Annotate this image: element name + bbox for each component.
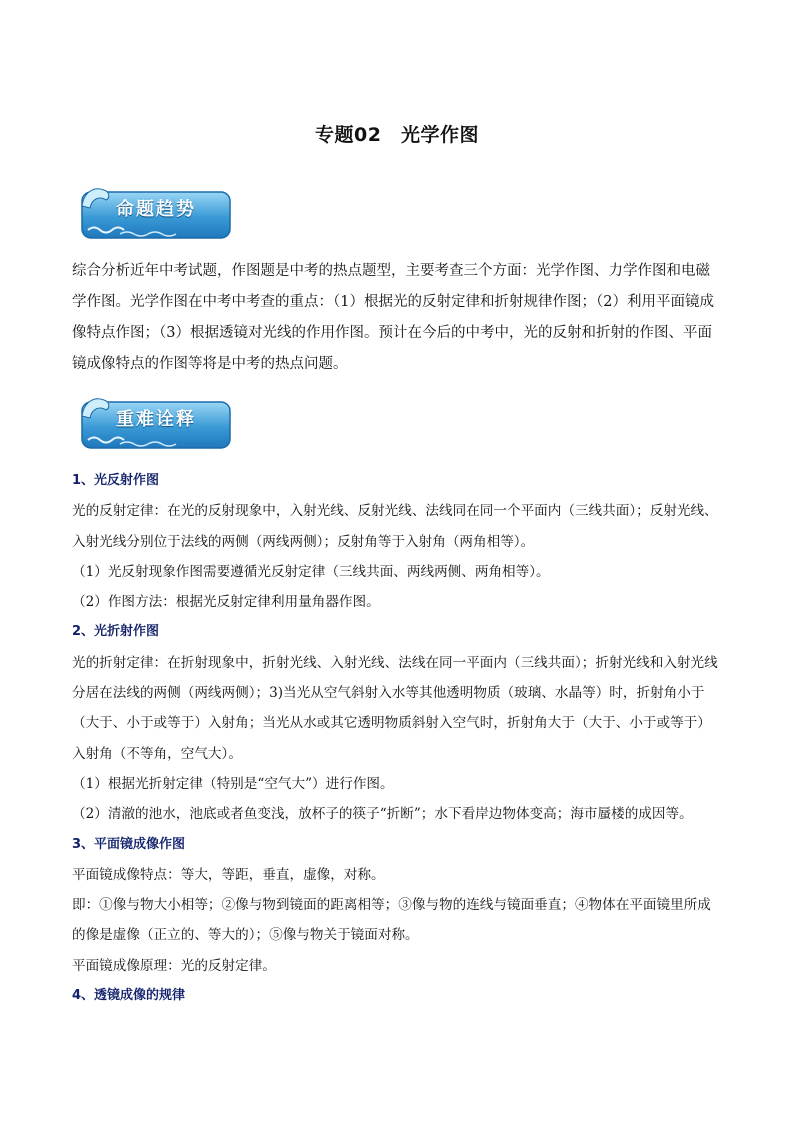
badge-label: 命题趋势: [116, 199, 196, 220]
section-heading: 1、光反射作图: [72, 473, 160, 488]
section-heading: 3、平面镜成像作图: [72, 836, 186, 852]
section-paragraph: （1）光反射现象作图需要遵循光反射定律（三线共面、两线两侧、两角相等）。: [72, 563, 550, 580]
badge-label: 重难诠释: [116, 409, 196, 430]
page-title: 专题02 光学作图: [315, 124, 479, 146]
section-badge-explain: [80, 396, 232, 452]
section-paragraph: 光的折射定律：在折射现象中，折射光线、入射光线、法线在同一平面内（三线共面）；折射光线和入射光线分居在法线的两侧（两线两侧）；3)当光从空气斜射入水等其他透明物质（玻璃、水晶等）时，折射角小于（大于、小于或等于）入射角；当光从水或其它透明物质斜射入空气时，折射角大于（大于、小于或等于）入射角（不等角，空气大）。: [72, 654, 718, 762]
section-paragraph: （2）清澈的池水，池底或者鱼变浅，放杯子的筷子“折断”；水下看岸边物体变高；海市蜃楼的成因等。: [72, 806, 693, 823]
section-paragraph: 光的反射定律：在光的反射现象中，入射光线、反射光线、法线同在同一个平面内（三线共面）；反射光线、入射光线分别位于法线的两侧（两线两侧）；反射角等于入射角（两角相等）。: [72, 503, 718, 550]
section-badge-trend: [80, 186, 232, 242]
section-paragraph: 平面镜成像特点：等大，等距，垂直，虚像，对称。: [72, 866, 385, 883]
explanation-body: [72, 466, 722, 1011]
section-paragraph: 平面镜成像原理：光的反射定律。: [72, 957, 276, 974]
intro-paragraph: 综合分析近年中考试题，作图题是中考的热点题型，主要考查三个方面：光学作图、力学作图和电磁学作图。光学作图在中考中考查的重点：（1）根据光的反射定律和折射规律作图；（2）利用平面镜成像特点作图；（3）根据透镜对光线的作用作图。预计在今后的中考中，光的反射和折射的作图、平面镜成像特点的作图等将是中考的热点问题。: [72, 263, 714, 372]
section-heading: 2、光折射作图: [72, 624, 160, 640]
section-paragraph: （1）根据光折射定律（特别是“空气大”）进行作图。: [72, 775, 394, 792]
section-paragraph: 即：①像与物大小相等；②像与物到镜面的距离相等；③像与物的连线与镜面垂直；④物体在平面镜里所成的像是虚像（正立的、等大的）；⑤像与物关于镜面对称。: [72, 897, 711, 944]
section-paragraph: （2）作图方法：根据光反射定律利用量角器作图。: [72, 594, 380, 611]
section-heading: 4、透镜成像的规律: [72, 988, 186, 1004]
